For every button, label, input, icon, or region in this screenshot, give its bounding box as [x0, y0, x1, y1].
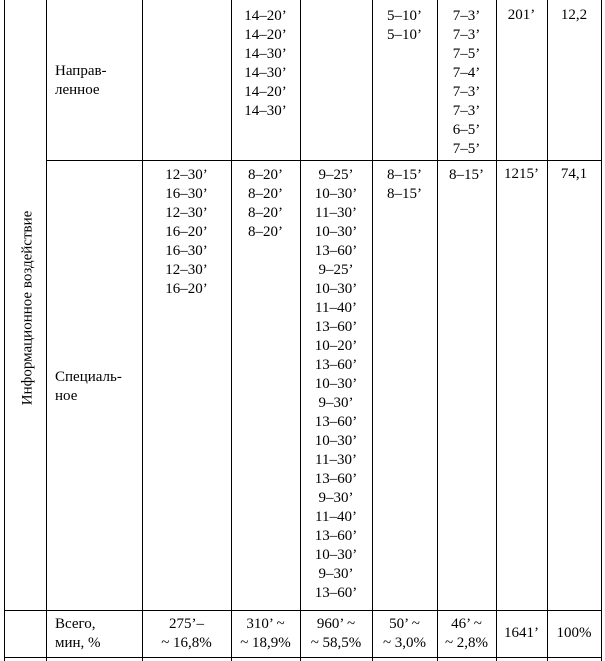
table-border-left	[4, 0, 5, 661]
table-border-right	[601, 0, 602, 661]
totals-percent: 100%	[556, 625, 592, 641]
special-total: 1215’	[504, 166, 539, 182]
table-border-bottom	[4, 657, 602, 658]
totals-col4-value: 960’ ~ ~ 58,5%	[310, 616, 362, 651]
special-col6-values: 8–15’	[449, 167, 484, 183]
group-label-vertical: Информационное воздействие	[19, 210, 36, 406]
directed-col3-values: 14–20’ 14–20’ 14–30’ 14–30’ 14–20’ 14–30’	[244, 8, 287, 119]
totals-col5-value: 50’ ~ ~ 3,0%	[382, 616, 427, 651]
col-divider-8	[547, 0, 548, 661]
row-divider-1	[46, 160, 602, 161]
col-divider-5	[372, 0, 373, 661]
row-label-totals: Всего, мин, %	[55, 616, 101, 651]
special-col2-values: 12–30’ 16–30’ 12–30’ 16–20’ 16–30’ 12–30’ 16–20’	[165, 167, 208, 297]
directed-percent: 12,2	[560, 7, 588, 23]
col-divider-7	[496, 0, 497, 661]
totals-col3-value: 310’ ~ ~ 18,9%	[240, 616, 291, 651]
row-label-special: Специаль- ное	[55, 369, 122, 404]
col-divider-1	[46, 0, 47, 661]
col-divider-2	[142, 0, 143, 661]
special-col4-values: 9–25’ 10–30’ 11–30’ 10–30’ 13–60’ 9–25’ 10–30’ 11–40’ 13–60’ 10–20’ 13–60’ 10–30’ 9–30’ 13–60’ 10–30’ 11–30’ 13–60’ 9–30’ 11–40’ 13–60’ 10–30’ 9–30’ 13–60’	[314, 167, 358, 601]
special-col3-values: 8–20’ 8–20’ 8–20’ 8–20’	[248, 167, 283, 240]
totals-col6-value: 46’ ~ ~ 2,8%	[444, 616, 489, 651]
directed-col5-values: 5–10’ 5–10’	[387, 8, 422, 43]
directed-col6-values: 7–3’ 7–3’ 7–5’ 7–4’ 7–3’ 7–3’ 6–5’ 7–5’	[452, 8, 481, 157]
row-label-directed: Направ- ленное	[55, 63, 107, 98]
directed-total: 201’	[507, 7, 536, 23]
totals-col2-value: 275’– ~ 16,8%	[161, 616, 212, 651]
row-divider-2	[4, 610, 602, 611]
special-percent: 74,1	[560, 166, 588, 182]
special-col5-values: 8–15’ 8–15’	[387, 167, 422, 202]
totals-total: 1641’	[504, 625, 539, 641]
